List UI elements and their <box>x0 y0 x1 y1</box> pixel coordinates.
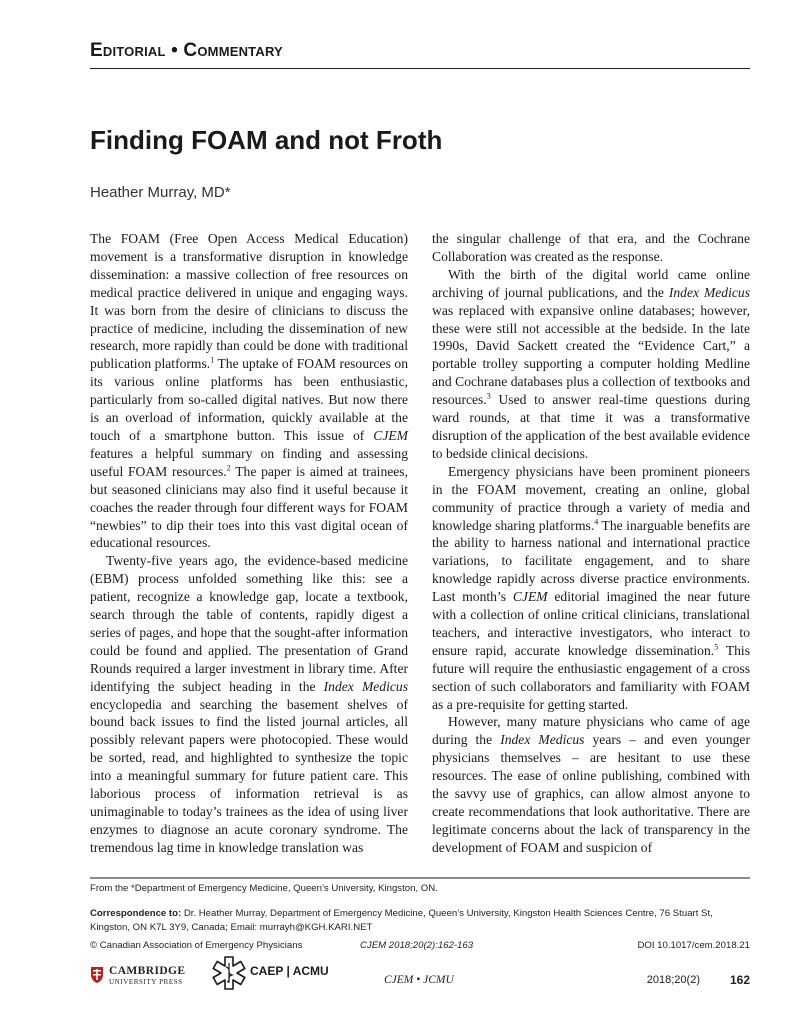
cambridge-subtitle: UNIVERSITY PRESS <box>109 978 183 986</box>
cambridge-shield-icon <box>90 966 104 984</box>
journal-name: CJEM • JCMU <box>384 974 454 986</box>
star-of-life-icon <box>212 954 246 992</box>
page-number: 162 <box>729 973 750 987</box>
paragraph: With the birth of the digital world came online archiving of journal publications, and the Index Medicus was replaced with expansive online databases; however, these were still not accessible at the bedside. In the late 1990s, David Sackett created the “Evidence Cart,” a portable trolley supporting a computer holding Medline and Cochrane databases plus a collection of textbooks and resources.$^3$ Used to answer real-time questions during ward rounds, at that time it was a transformative disruption of the application of the best available evidence to bedside clinical decisions. <box>432 266 750 461</box>
caep-logo <box>212 954 342 992</box>
page-footer <box>90 958 750 992</box>
body-column-left <box>90 230 408 856</box>
paragraph: However, many mature physicians who came of age during the Index Medicus years – and even younger physicians themselves – are hesitant to use these resources. The ease of online publishing, combined with the savvy use of graphics, can allow almost anyone to create recommendations that look authoritative. There are legitimate concerns about the lack of transparency in the development of FOAM and suspicion of <box>432 714 750 855</box>
footnote-rule <box>90 877 750 879</box>
cambridge-wordmark: CAMBRIDGE <box>109 965 186 977</box>
paragraph: The FOAM (Free Open Access Medical Education) movement is a transformative disruption in knowledge dissemination: a massive collection of free resources on medical practice delivered in unique and engaging ways. It was born from the desire of clinicians to discuss the practice of medicine, including the dissemination of new research, more rapidly than could be done with traditional publication platforms.$^1$ The uptake of FOAM resources on its various online platforms has been enthusiastic, particularly from so-called digital natives. But now there is an overload of information, quickly available at the touch of a smartphone button. This issue of CJEM features a helpful summary on finding and assessing useful FOAM resources.$^2$ The paper is aimed at trainees, but seasoned clinicians may also find it useful because it coaches the reader through four different ways for FOAM “newbies” to dip their toes into this vast digital ocean of educational resources. <box>90 231 408 551</box>
copyright-notice: © Canadian Association of Emergency Physicians <box>90 940 303 951</box>
citation-ref[interactable]: 5 <box>714 642 719 652</box>
body-column-right <box>432 230 750 856</box>
citation-ref[interactable]: 3 <box>486 391 491 401</box>
correspondence-note <box>90 907 755 935</box>
article-title: Finding FOAM and not Froth <box>90 125 443 155</box>
cambridge-logo <box>90 964 190 988</box>
article-body <box>90 230 750 856</box>
correspondence-label: Correspondence to: <box>90 908 182 919</box>
citation-ref[interactable]: 4 <box>594 516 599 526</box>
citation-ref[interactable]: 2 <box>226 463 231 473</box>
issue-info: 2018;20(2) <box>646 974 700 986</box>
header-rule <box>90 68 750 69</box>
author-byline: Heather Murray, MD* <box>90 184 231 201</box>
citation-ref[interactable]: 1 <box>210 355 215 365</box>
paragraph: Twenty-five years ago, the evidence-based medicine (EBM) process unfolded something like this: see a patient, recognize a knowledge gap, locate a textbook, search through the table of contents, rapidly digest a series of pages, and hope that the sought-after information could be found and applied. The presentation of Grand Rounds required a larger investment in library time. After identifying the subject heading in the Index Medicus encyclopedia and searching the basement shelves of bound back issues to find the listed journal articles, all possibly relevant papers were photocopied. These would be sorted, read, and highlighted to synthesize the topic into a meaningful summary for future patient care. This laborious process of information retrieval is as unimaginable to today’s trainees as the idea of using liver enzymes to diagnose an acute coronary syndrome. The tremendous lag time in knowledge translation was <box>90 553 408 855</box>
paragraph: Emergency physicians have been prominent pioneers in the FOAM movement, creating an online, global community of practice through a variety of media and knowledge sharing platforms.$^4$ The inarguable benefits are the ability to harness national and international practice variations, to facilitate engagement, and to share knowledge rapidly across diverse practice environments. Last month’s CJEM editorial imagined the near future with a collection of online critical clinicians, translational teachers, and interactive investigators, who interact to ensure rapid, accurate knowledge dissemination.$^5$ This future will require the enthusiastic engagement of a cross section of such collaborators and familiarity with FOAM as a pre-requisite for getting started. <box>432 463 750 712</box>
caep-wordmark: CAEP | ACMU <box>250 964 329 978</box>
affiliation-note: From the *Department of Emergency Medicine, Queen’s University, Kingston, ON. <box>90 883 438 894</box>
section-label: Editorial • Commentary <box>90 40 283 61</box>
citation: CJEM 2018;20(2):162-163 <box>360 940 474 951</box>
doi-link[interactable]: DOI 10.1017/cem.2018.21 <box>637 940 750 951</box>
paragraph: the singular challenge of that era, and the Cochrane Collaboration was created as the response. <box>432 231 750 264</box>
correspondence-text: Dr. Heather Murray, Department of Emergency Medicine, Queen’s University, Kingston Health Sciences Centre, 76 Stuart St, Kingston, ON K7L 3Y9, Canada; Email: murrayh@KGH.KARI.NET <box>90 908 713 933</box>
